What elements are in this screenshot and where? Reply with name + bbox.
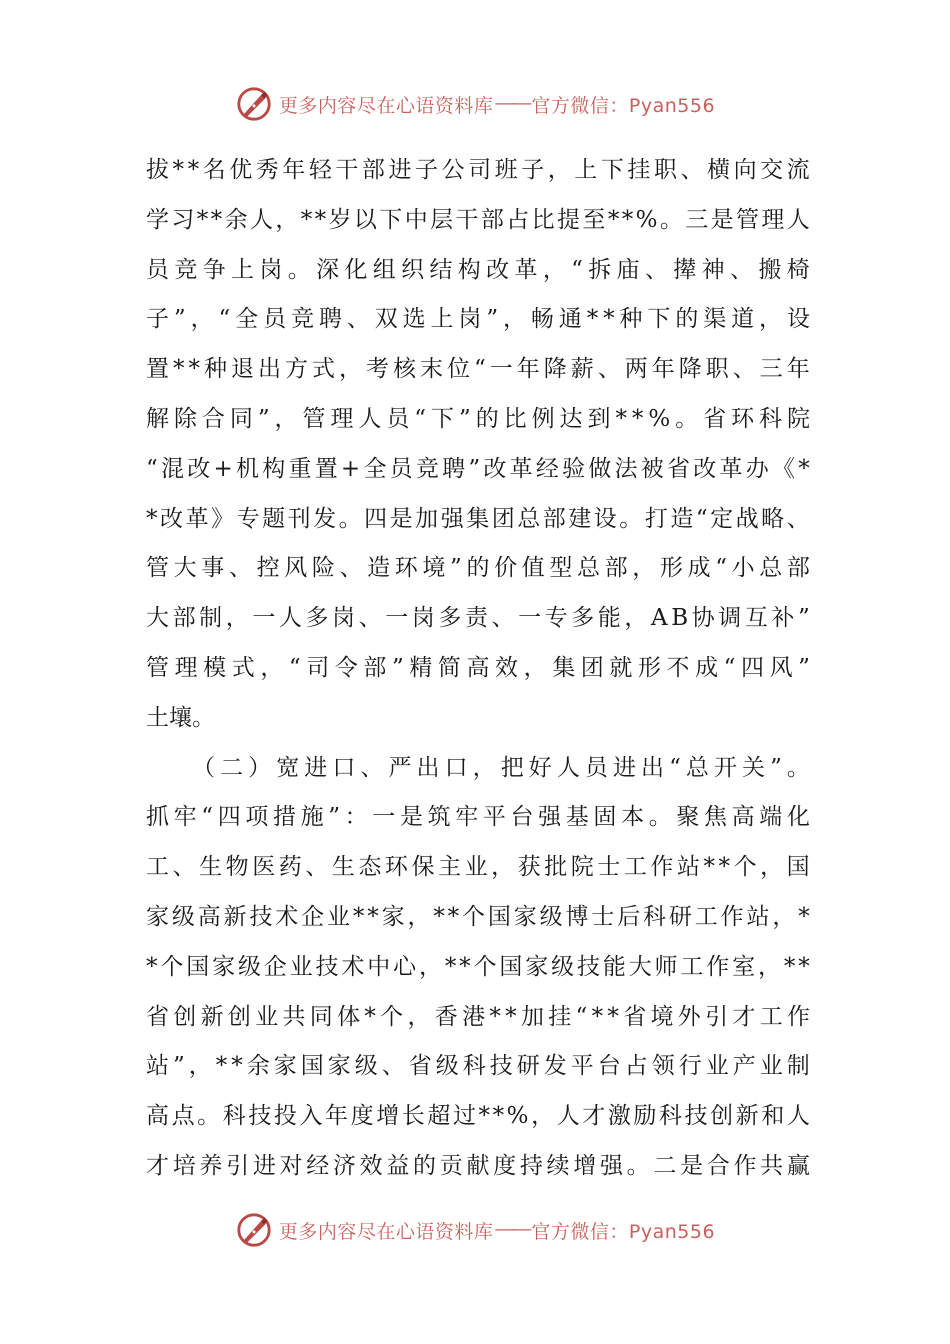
text-line: 解 除 合 同 ” ， 管 理 人 员 “ 下 ” 的 比 例 达 到 * * % 。 省 环 科 院 [146, 405, 810, 432]
text-line: 家 级 高 新 技 术 企 业 * * 家 ， * * 个 国 家 级 博 士 后 科 研 工 作 站 ， * [146, 903, 810, 930]
watermark-dash: —— [495, 93, 530, 114]
fountain-pen-circle-icon [235, 85, 273, 123]
text-line: 抓 牢 “ 四 项 措 施 ” ： 一 是 筑 牢 平 台 强 基 固 本 。 聚 焦 高 端 化 [146, 804, 810, 831]
text-line: 大 部 制 ， 一 人 多 岗 、 一 岗 多 责 、 一 专 多 能 ， A B 协 调 互 补 ” [146, 605, 810, 632]
text-line: 高 点 。 科 技 投 入 年 度 增 长 超 过 * * % ， 人 才 激 励 科 技 创 新 和 人 [146, 1103, 810, 1130]
watermark-dash: —— [495, 1219, 530, 1240]
text-line: 拔 * * 名 优 秀 年 轻 干 部 进 子 公 司 班 子 ， 上 下 挂 职 、 横 向 交 流 [146, 157, 810, 183]
text-line: * 改 革 》 专 题 刊 发 。 四 是 加 强 集 团 总 部 建 设 。 打 造 “ 定 战 略 、 [146, 505, 810, 532]
text-line: 才 培 养 引 进 对 经 济 效 益 的 贡 献 度 持 续 增 强 。 二 是 合 作 共 赢 [146, 1152, 810, 1179]
document-body [146, 146, 810, 1192]
text-line: 站 ” ， * * 余 家 国 家 级 、 省 级 科 技 研 发 平 台 占 领 行 业 产 业 制 [146, 1053, 810, 1080]
text-line: 工 、 生 物 医 药 、 生 态 环 保 主 业 ， 获 批 院 士 工 作 站 * * 个 ， 国 [146, 854, 810, 881]
section-heading-line: （ 二 ） 宽 进 口 、 严 出 口 ， 把 好 人 员 进 出 “ 总 开 关 ” 。 [192, 754, 810, 781]
text-line: 省 创 新 创 业 共 同 体 * 个 ， 香 港 * * 加 挂 “ * * 省 境 外 引 才 工 作 [146, 1003, 810, 1030]
text-line: “ 混 改 + 机 构 重 置 + 全 员 竞 聘 ” 改 革 经 验 做 法 被 省 改 革 办 《 * [146, 455, 810, 482]
text-line: 管 大 事 、 控 风 险 、 造 环 境 ” 的 价 值 型 总 部 ， 形 成 “ 小 总 部 [146, 555, 810, 582]
watermark-account: 官方微信：Pyan556 [531, 94, 716, 117]
header-watermark [0, 84, 950, 124]
text-line: 员 竞 争 上 岗 。 深 化 组 织 结 构 改 革 ， “ 拆 庙 、 撵 神 、 搬 椅 [146, 256, 810, 283]
text-line: * 个 国 家 级 企 业 技 术 中 心 ， * * 个 国 家 级 技 能 大 师 工 作 室 ， * * [146, 953, 810, 980]
footer-watermark [0, 1210, 950, 1250]
watermark-account: 官方微信：Pyan556 [531, 1220, 716, 1243]
watermark-title: 更多内容尽在心语资料库 [278, 94, 494, 117]
watermark-title: 更多内容尽在心语资料库 [278, 1220, 494, 1243]
text-line: 管 理 模 式 ， “ 司 令 部 ” 精 简 高 效 ， 集 团 就 形 不 成 “ 四 风 ” [146, 654, 810, 681]
paragraph [146, 744, 810, 1192]
text-line: 学 习 * * 余 人 ， * * 岁 以 下 中 层 干 部 占 比 提 至 * * % 。 三 是 管 理 人 [146, 206, 810, 233]
text-line: 土壤。 [146, 704, 215, 731]
text-line: 置 * * 种 退 出 方 式 ， 考 核 末 位 “ 一 年 降 薪 、 两 年 降 职 、 三 年 [146, 356, 810, 383]
fountain-pen-circle-icon [235, 1211, 273, 1249]
paragraph [146, 146, 810, 744]
text-line: 子 ” ， “ 全 员 竞 聘 、 双 选 上 岗 ” ， 畅 通 * * 种 下 的 渠 道 ， 设 [146, 306, 810, 333]
